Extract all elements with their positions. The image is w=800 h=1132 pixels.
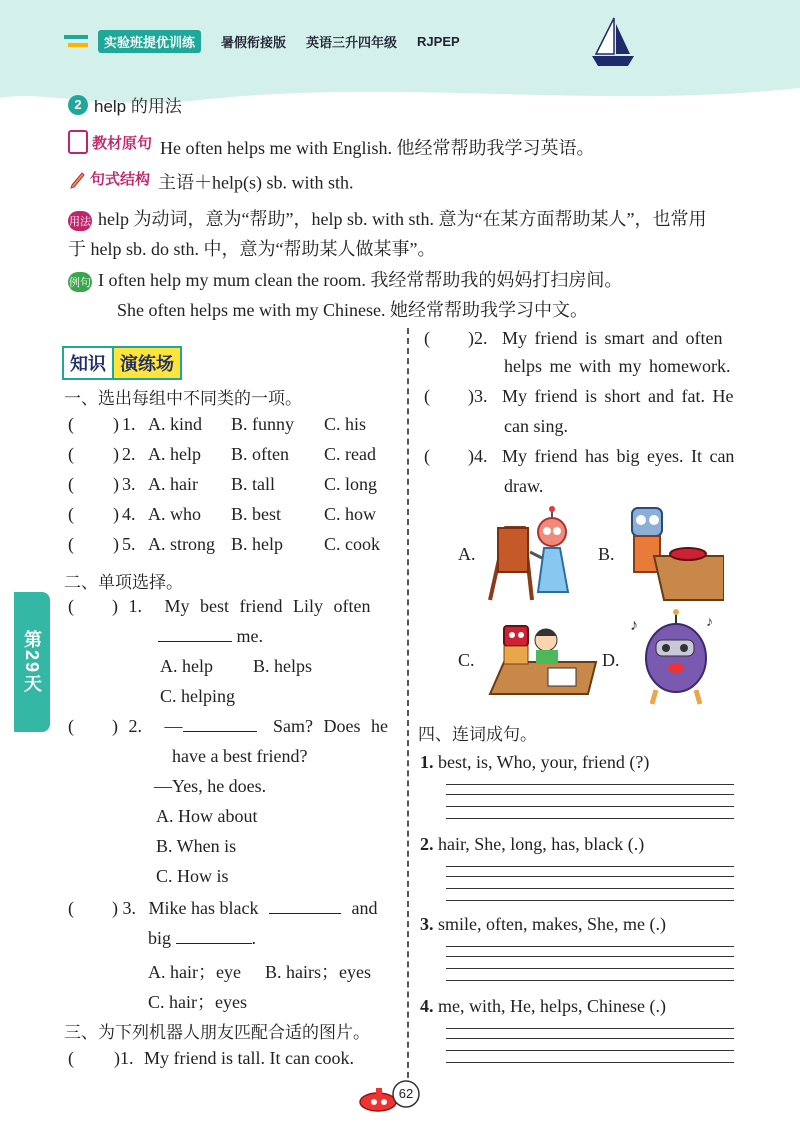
option-a: A. hair；eye bbox=[148, 962, 241, 982]
q3-item-3-line1: My friend is short and fat. He bbox=[502, 386, 734, 406]
writing-line[interactable] bbox=[446, 888, 734, 889]
option-a: A. kind bbox=[148, 414, 202, 434]
item-number: 5. bbox=[122, 534, 136, 554]
q2-item-2 bbox=[68, 716, 388, 737]
writing-line[interactable] bbox=[446, 1062, 734, 1063]
practice-title-b: 演练场 bbox=[114, 346, 182, 380]
option-a: A. hair bbox=[148, 474, 198, 494]
section-heading bbox=[68, 92, 182, 117]
pic-label-a: A. bbox=[458, 544, 476, 564]
q2-item-2-text: Sam? Does he bbox=[273, 716, 388, 736]
item-number: 4. bbox=[474, 446, 488, 466]
q4-item-text: smile, often, makes, She, me (.) bbox=[438, 914, 666, 934]
option-b: B. When is bbox=[156, 836, 237, 856]
option-b: B. often bbox=[231, 444, 289, 464]
paren-open: ( bbox=[68, 444, 74, 464]
section-number: 2 bbox=[68, 95, 88, 115]
brand-title: 实验班提优训练 bbox=[98, 30, 201, 53]
q4-item-4 bbox=[420, 996, 666, 1017]
item-number: 1. bbox=[122, 414, 136, 434]
option-c: C. read bbox=[324, 444, 376, 464]
paren-open: ( bbox=[68, 414, 74, 434]
item-number: 3. bbox=[420, 914, 434, 934]
paren-close: ) bbox=[114, 1048, 120, 1068]
pic-label-b: B. bbox=[598, 544, 615, 564]
example-line-2: She often helps me with my Chinese. 她经常帮助我学习中文。 bbox=[117, 300, 588, 320]
sailboat-icon bbox=[588, 14, 638, 70]
page-number: 62 bbox=[398, 1086, 414, 1101]
writing-line[interactable] bbox=[446, 956, 734, 957]
usage-text-1: help 为动词，意为“帮助”，help sb. with sth. 意为“在某方面帮助某人”，也常用 bbox=[98, 209, 707, 229]
item-number: 1. bbox=[420, 752, 434, 772]
structure-text: 主语＋help(s) sb. with sth. bbox=[158, 172, 354, 193]
item-number: 1. bbox=[120, 1048, 134, 1068]
q3-item-4-line2: draw. bbox=[504, 476, 544, 496]
option-c: C. hair；eyes bbox=[148, 992, 247, 1012]
paren-close: ) bbox=[113, 414, 119, 434]
textbook-label: 教材原句 bbox=[92, 134, 153, 152]
writing-line[interactable] bbox=[446, 784, 734, 785]
q3-item-1 bbox=[68, 1048, 354, 1069]
writing-line[interactable] bbox=[446, 968, 734, 969]
writing-line[interactable] bbox=[446, 806, 734, 807]
q2-item-3-text: Mike has black bbox=[148, 898, 259, 918]
paren-close: ) bbox=[112, 596, 118, 616]
svg-text:♪: ♪ bbox=[630, 617, 638, 634]
q2-item-1-text: My best friend Lily often bbox=[164, 596, 371, 616]
item-number: 2. bbox=[128, 716, 142, 736]
robot-cooking-picture bbox=[624, 500, 724, 604]
paren-open: ( bbox=[424, 328, 430, 348]
item-number: 2. bbox=[122, 444, 136, 464]
option-b: B. hairs；eyes bbox=[264, 962, 371, 982]
pic-label-c: C. bbox=[458, 650, 475, 670]
brand-logo-icon bbox=[62, 31, 92, 53]
item-number: 4. bbox=[420, 996, 434, 1016]
paren-close: ) bbox=[112, 716, 118, 736]
textbook-tag bbox=[68, 130, 152, 154]
q2-item-3-and: and bbox=[351, 898, 378, 918]
q2-heading: 二、单项选择。 bbox=[64, 573, 183, 592]
option-b: B. tall bbox=[231, 474, 275, 494]
example-line-1 bbox=[68, 266, 622, 292]
option-a: A. help bbox=[148, 444, 201, 464]
book-icon bbox=[68, 130, 88, 154]
example-badge: 例句 bbox=[68, 272, 92, 292]
paren-open: ( bbox=[68, 474, 74, 494]
header-edition: RJPEP bbox=[417, 34, 460, 49]
paren-close: ) bbox=[113, 444, 119, 464]
option-b: B. helps bbox=[253, 656, 313, 676]
q3-item-3-line2: can sing. bbox=[504, 416, 568, 436]
item-number: 2. bbox=[474, 328, 488, 348]
option-c: C. cook bbox=[324, 534, 380, 554]
header-brand bbox=[62, 30, 460, 53]
paren-open: ( bbox=[424, 446, 430, 466]
q3-item-1-text: My friend is tall. It can cook. bbox=[144, 1048, 354, 1068]
q2-item-1-options bbox=[160, 656, 312, 677]
paren-close: ) bbox=[468, 328, 474, 348]
paren-open: ( bbox=[424, 386, 430, 406]
section-title: help 的用法 bbox=[94, 97, 182, 116]
q1-heading: 一、选出每组中不同类的一项。 bbox=[64, 389, 302, 408]
q2-item-3-options bbox=[148, 958, 371, 984]
item-number: 3. bbox=[122, 474, 136, 494]
writing-line[interactable] bbox=[446, 980, 734, 981]
example-text-1: I often help my mum clean the room. 我经常帮助我的妈妈打扫房间。 bbox=[98, 270, 623, 290]
option-c: C. helping bbox=[160, 686, 235, 706]
item-number: 2. bbox=[420, 834, 434, 854]
answer-blank[interactable] bbox=[176, 943, 252, 944]
item-number: 1. bbox=[128, 596, 142, 616]
period: . bbox=[251, 928, 257, 948]
textbook-text: He often helps me with English. 他经常帮助我学习英语。 bbox=[160, 138, 595, 158]
writing-line[interactable] bbox=[446, 900, 734, 901]
paren-open: ( bbox=[68, 534, 74, 554]
paren-open: ( bbox=[68, 898, 74, 918]
option-a: A. help bbox=[160, 656, 213, 676]
option-c: C. How is bbox=[156, 866, 229, 886]
writing-line[interactable] bbox=[446, 1050, 734, 1051]
q4-item-1 bbox=[420, 752, 649, 773]
practice-title bbox=[62, 346, 182, 380]
option-c: C. his bbox=[324, 414, 367, 434]
structure-row bbox=[68, 168, 354, 195]
q4-item-2 bbox=[420, 834, 644, 855]
practice-title-a: 知识 bbox=[62, 346, 114, 380]
q2-item-3-line2 bbox=[148, 928, 256, 949]
q4-heading: 四、连词成句。 bbox=[418, 725, 537, 744]
writing-line[interactable] bbox=[446, 866, 734, 867]
item-number: 3. bbox=[474, 386, 488, 406]
pic-label-d: D. bbox=[602, 650, 620, 670]
writing-line[interactable] bbox=[446, 876, 734, 877]
q2-item-2-reply: —Yes, he does. bbox=[154, 776, 267, 796]
option-b: B. funny bbox=[231, 414, 294, 434]
paren-open: ( bbox=[68, 716, 74, 736]
option-b: B. best bbox=[231, 504, 282, 524]
paren-close: ) bbox=[113, 504, 119, 524]
q2-item-3-big: big bbox=[148, 928, 172, 948]
item-number: 3. bbox=[122, 898, 136, 918]
q3-heading: 三、为下列机器人朋友匹配合适的图片。 bbox=[64, 1023, 370, 1042]
option-c: C. how bbox=[324, 504, 377, 524]
writing-line[interactable] bbox=[446, 794, 734, 795]
q3-item-4 bbox=[424, 446, 734, 467]
q2-item-2-line2: have a best friend? bbox=[172, 746, 308, 766]
paren-close: ) bbox=[113, 534, 119, 554]
q3-item-2-line2: helps me with my homework. bbox=[504, 356, 731, 376]
usage-line-1 bbox=[68, 205, 706, 231]
header-subtitle: 暑假衔接版 bbox=[221, 35, 287, 50]
paren-close: ) bbox=[113, 474, 119, 494]
dash: — bbox=[164, 716, 183, 736]
option-b: B. help bbox=[231, 534, 283, 554]
writing-line[interactable] bbox=[446, 1038, 734, 1039]
robot-homework-picture bbox=[484, 620, 598, 700]
q4-item-text: hair, She, long, has, black (.) bbox=[438, 834, 645, 854]
paren-close: ) bbox=[468, 446, 474, 466]
answer-blank[interactable] bbox=[158, 641, 232, 642]
paren-open: ( bbox=[68, 1048, 74, 1068]
option-a: A. who bbox=[148, 504, 201, 524]
answer-blank[interactable] bbox=[269, 913, 341, 914]
q2-item-1-tail: me. bbox=[236, 626, 263, 646]
header-grade: 英语三升四年级 bbox=[306, 35, 398, 50]
q3-item-3 bbox=[424, 386, 733, 407]
paren-open: ( bbox=[68, 504, 74, 524]
robot-painting-picture bbox=[484, 504, 584, 604]
q2-item-1 bbox=[68, 596, 370, 617]
day-tab: 第29天 bbox=[14, 592, 50, 732]
q4-item-text: best, is, Who, your, friend (?) bbox=[438, 752, 650, 772]
paren-close: ) bbox=[468, 386, 474, 406]
answer-blank[interactable] bbox=[183, 731, 257, 732]
usage-line-2: 于 help sb. do sth. 中，意为“帮助某人做某事”。 bbox=[68, 239, 436, 259]
q3-item-2 bbox=[424, 328, 722, 349]
option-a: A. strong bbox=[148, 534, 215, 554]
structure-tag bbox=[68, 168, 150, 189]
option-c: C. long bbox=[324, 474, 378, 494]
option-a: A. How about bbox=[156, 806, 258, 826]
q2-item-3 bbox=[68, 898, 377, 919]
pencil-icon bbox=[68, 169, 86, 189]
robot-singing-picture bbox=[626, 604, 722, 708]
writing-line[interactable] bbox=[446, 946, 734, 947]
item-number: 4. bbox=[122, 504, 136, 524]
q3-item-4-line1: My friend has big eyes. It can bbox=[502, 446, 735, 466]
svg-text:♪: ♪ bbox=[706, 615, 713, 630]
structure-label: 句式结构 bbox=[90, 171, 151, 188]
column-divider bbox=[407, 328, 409, 1098]
q3-item-2-line1: My friend is smart and often bbox=[502, 328, 723, 348]
paren-close: ) bbox=[112, 898, 118, 918]
q4-item-text: me, with, He, helps, Chinese (.) bbox=[438, 996, 666, 1016]
q2-item-1-line2 bbox=[158, 626, 263, 647]
textbook-sentence-row bbox=[68, 130, 594, 160]
usage-badge: 用法 bbox=[68, 211, 92, 231]
writing-line[interactable] bbox=[446, 1028, 734, 1029]
paren-open: ( bbox=[68, 596, 74, 616]
writing-line[interactable] bbox=[446, 818, 734, 819]
q4-item-3 bbox=[420, 914, 666, 935]
